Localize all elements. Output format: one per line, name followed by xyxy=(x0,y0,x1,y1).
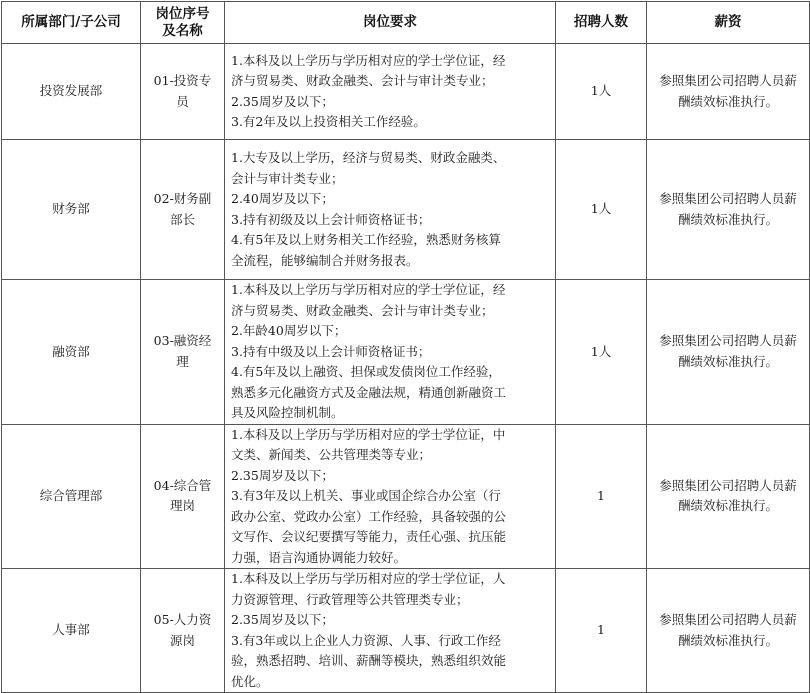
requirement-line: 2.35周岁及以下； xyxy=(231,93,334,109)
table-row xyxy=(2,44,810,140)
requirement-line: 3.有2年及以上投资相关工作经验。 xyxy=(231,114,426,129)
salary-cell: 参照集团公司招聘人员薪酬绩效标准执行。 xyxy=(647,569,810,693)
header-row xyxy=(2,2,810,44)
header-salary: 薪资 xyxy=(647,2,810,44)
recruitment-table xyxy=(1,1,810,693)
header-department: 所属部门/子公司 xyxy=(2,2,141,44)
requirement-line: 政办公室、党政办公室）工作经验，具备较强的公 xyxy=(231,508,507,524)
headcount-cell: 1人 xyxy=(556,140,647,280)
requirement-line: 3.有3年或以上企业人力资源、人事、行政工作经 xyxy=(231,632,501,648)
headcount-cell: 1 xyxy=(556,424,647,569)
requirement-line: 2.年龄40周岁以下； xyxy=(231,323,347,338)
requirement-line: 优化。 xyxy=(231,673,269,689)
salary-cell: 参照集团公司招聘人员薪酬绩效标准执行。 xyxy=(647,44,810,140)
department-cell: 融资部 xyxy=(2,280,141,425)
requirement-line: 1.本科及以上学历与学历相对应的学士学位证，中 xyxy=(231,426,506,442)
requirement-line: 2.40周岁及以下； xyxy=(231,191,334,206)
table-row xyxy=(2,280,810,425)
requirement-line: 1.本科及以上学历与学历相对应的学士学位证，人 xyxy=(231,571,506,586)
requirements-cell xyxy=(225,280,556,425)
requirement-line: 4.有5年及以上融资、担保或发债岗位工作经验， xyxy=(231,364,501,379)
department-cell: 人事部 xyxy=(2,569,141,693)
table-row xyxy=(2,140,810,280)
requirement-line: 全流程，能够编制合并财务报表。 xyxy=(231,252,419,268)
position-cell: 04-综合管理岗 xyxy=(141,424,225,569)
headcount-cell: 1 xyxy=(556,569,647,693)
department-cell: 投资发展部 xyxy=(2,44,141,140)
requirements-cell xyxy=(225,44,556,140)
requirement-line: 验，熟悉招聘、培训、薪酬等模块，熟悉组织效能 xyxy=(231,653,507,668)
table-body xyxy=(2,44,810,693)
requirement-line: 3.有3年及以上机关、事业或国企综合办公室（行 xyxy=(231,488,501,503)
requirement-line: 力强，语言沟通协调能力较好。 xyxy=(231,549,407,565)
requirement-line: 熟悉多元化融资方式及金融法规，精通创新融资工 xyxy=(231,384,507,400)
headcount-cell: 1人 xyxy=(556,280,647,425)
table-row xyxy=(2,569,810,693)
requirement-line: 1.本科及以上学历与学历相对应的学士学位证，经 xyxy=(231,52,506,68)
header-position-line1: 岗位序号 xyxy=(155,5,210,22)
requirement-line: 文类、新闻类、公共管理类等专业； xyxy=(231,447,432,462)
requirement-line: 济与贸易类、财政金融类、会计与审计类专业； xyxy=(231,73,494,88)
department-cell: 财务部 xyxy=(2,140,141,280)
salary-cell: 参照集团公司招聘人员薪酬绩效标准执行。 xyxy=(647,424,810,569)
requirement-line: 力资源管理、行政管理等公共管理类专业； xyxy=(231,591,469,607)
requirement-line: 会计与审计类专业； xyxy=(231,170,344,186)
header-requirements: 岗位要求 xyxy=(225,2,556,44)
requirement-line: 具及风险控制机制。 xyxy=(231,405,344,420)
requirement-line: 1.大专及以上学历，经济与贸易类、财政金融类、 xyxy=(231,150,506,165)
department-cell: 综合管理部 xyxy=(2,424,141,569)
header-headcount: 招聘人数 xyxy=(556,2,647,44)
requirements-cell xyxy=(225,424,556,569)
position-cell: 02-财务副部长 xyxy=(141,140,225,280)
salary-cell: 参照集团公司招聘人员薪酬绩效标准执行。 xyxy=(647,280,810,425)
header-position xyxy=(141,2,225,44)
table-row xyxy=(2,424,810,569)
requirements-cell xyxy=(225,140,556,280)
headcount-cell: 1人 xyxy=(556,44,647,140)
requirement-line: 3.持有初级及以上会计师资格证书； xyxy=(231,211,431,227)
salary-cell: 参照集团公司招聘人员薪酬绩效标准执行。 xyxy=(647,140,810,280)
header-position-line2: 及名称 xyxy=(162,22,203,39)
requirement-line: 济与贸易类、财政金融类、会计与审计类专业； xyxy=(231,302,494,318)
requirement-line: 2.35周岁及以下； xyxy=(231,612,334,627)
position-cell: 01-投资专员 xyxy=(141,44,225,140)
requirement-line: 1.本科及以上学历与学历相对应的学士学位证，经 xyxy=(231,282,506,297)
position-cell: 05-人力资源岗 xyxy=(141,569,225,693)
requirement-line: 文写作、会议纪要撰写等能力，责任心强、抗压能 xyxy=(231,529,507,544)
requirement-line: 4.有5年及以上财务相关工作经验，熟悉财务核算 xyxy=(231,232,501,247)
requirements-cell xyxy=(225,569,556,693)
requirement-line: 2.35周岁及以下； xyxy=(231,467,334,483)
position-cell: 03-融资经理 xyxy=(141,280,225,425)
requirement-line: 3.持有中级及以上会计师资格证书； xyxy=(231,343,431,359)
